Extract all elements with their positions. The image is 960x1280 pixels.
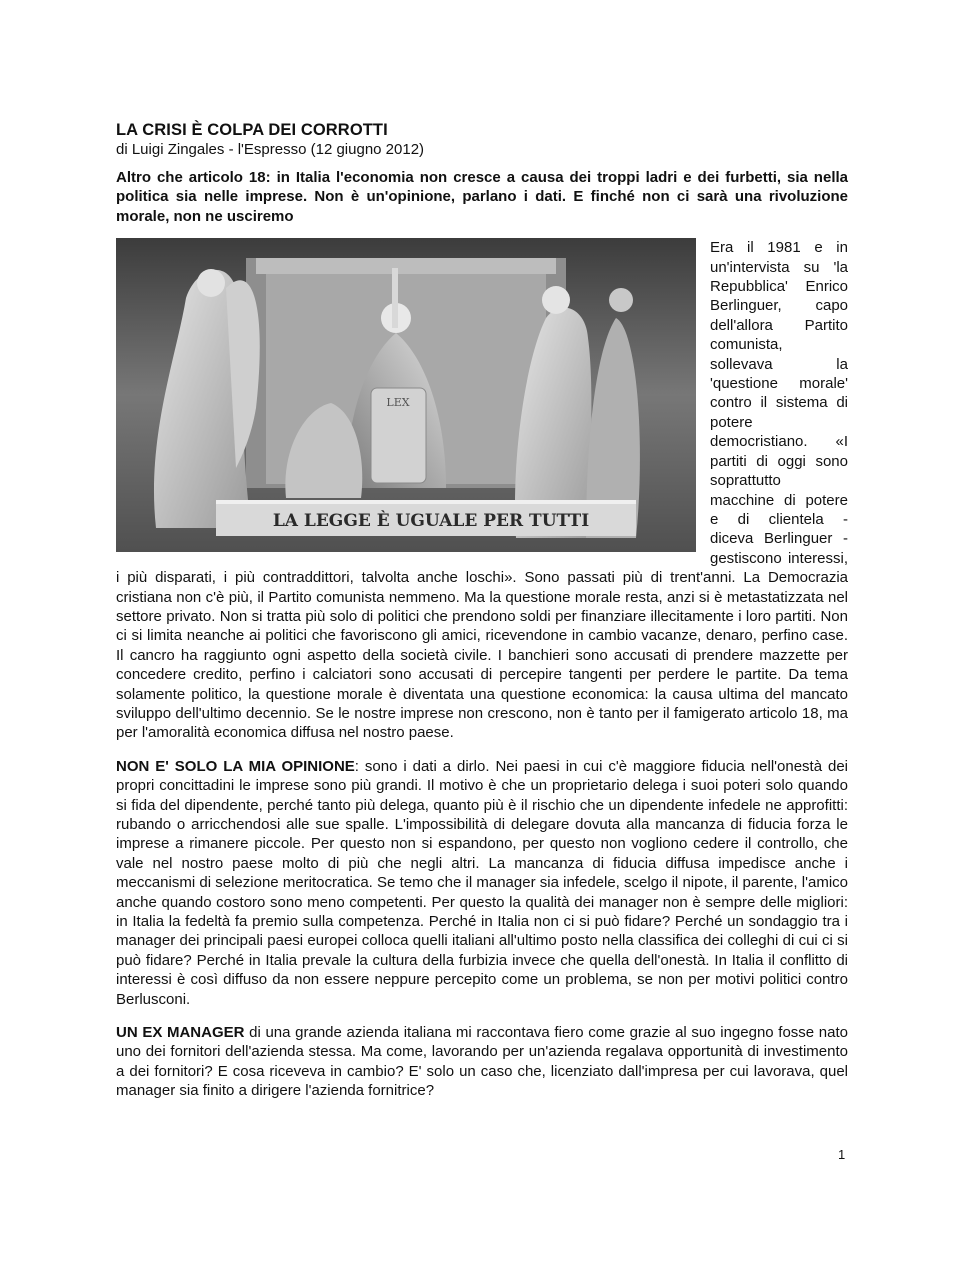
tablet-text: LEX bbox=[386, 396, 410, 410]
article-lead: Altro che articolo 18: in Italia l'economia non cresce a causa dei troppi ladri e dei furbetti, sia nella politica sia nelle imprese. Non è un'opinione, parlano i dati. E finché non ci sarà una rivoluzione morale, non ne usciremo bbox=[116, 169, 848, 225]
inscription-text: LA LEGGE È UGUALE PER TUTTI bbox=[272, 511, 590, 532]
paragraph-3-lead: UN EX MANAGER bbox=[116, 1024, 245, 1042]
paragraph-2 bbox=[116, 757, 848, 1009]
paragraph-2-lead: NON E' SOLO LA MIA OPINIONE bbox=[116, 757, 355, 775]
paragraph-1: Era il 1981 e in un'intervista su 'la Repubblica' Enrico Berlinguer, capo dell'allora Partito comunista, sollevava la 'questione morale' contro il sistema di potere democristiano. «I partiti di oggi sono soprattutto macchine di potere e di clientela - diceva Berlinguer - gestiscono interessi, i più disparati, i più contraddittori, talvolta anche loschi». Sono passati più di trent'anni. La Democrazia cristiana non c'è più, il Partito comunista nemmeno. Ma la questione morale resta, anzi si è metastatizzata nel settore privato. Non si tratta più solo di politici che prendono soldi per finanziare illecitamente i loro partiti. Non ci si limita neanche ai politici che favoriscono gli amici, ricevendone in cambio vacanze, denaro, perfino case. Il cancro ha raggiunto ogni aspetto della società civile. I banchieri sono accusati di prendere mazzette per concedere credito, perfino i calciatori sono accusati di percepire tangenti per perdere le partite. Da tema solamente politico, la questione morale è diventata una questione economica: la causa ultima del mancato sviluppo dell'ultimo decennio. Se le nostre imprese non crescono, non è tanto per il famigerato articolo 18, ma per l'amoralità economica diffusa nel nostro paese. bbox=[116, 239, 848, 742]
article-title: LA CRISI È COLPA DEI CORROTTI bbox=[116, 121, 388, 139]
paragraph-3 bbox=[116, 1023, 848, 1101]
sculpture-image bbox=[116, 238, 696, 552]
article bbox=[116, 120, 848, 1115]
page-number: 1 bbox=[838, 1147, 846, 1162]
paragraph-3-body: di una grande azienda italiana mi raccontava fiero come grazie al suo ingegno fosse nato uno dei fornitori dell'azienda stessa. Ma come, lavorando per un'azienda regalava opportunità di investimento a dei fornitori? E cosa riceveva in cambio? E' solo un caso che, licenziato dall'impresa per cui lavorava, quel manager sia finito a dirigere l'azienda fornitrice? bbox=[116, 1024, 848, 1100]
paragraph-2-body: : sono i dati a dirlo. Nei paesi in cui c'è maggiore fiducia nell'onestà dei propri concittadini le imprese sono più grandi. Il motivo è che un proprietario delega i suoi poteri solo quando si fida del dipendente, perché tanto più delega, quanto più è il rischio che un dipendente infedele ne approfitti: rubando o arricchendosi alle sue spalle. L'impossibilità di delegare dovuta alla mancanza di fiducia forza le imprese a rimanere piccole. Per questo non si espandono, per questo non vogliono cedere il controllo, che vale nel nostro paese molto di più che negli altri. La mancanza di fiducia diffusa impedisce anche i meccanismi di selezione meritocratica. Se temo che il manager sia infedele, scelgo il nipote, il parente, l'amico anche quando costoro sono meno competenti. Per questo la qualità dei manager non è sempre delle migliori: in Italia la fedeltà fa premio sulla competenza. Perché in Italia non ci si può fidare? Perché un sondaggio tra i manager dei principali paesi europei colloca quelli italiani all'ultimo posto nella classifica dei colleghi di cui ci si può fidare? Perché in Italia prevale la cultura della furbizia invece che quella dell'onestà. In Italia il conflitto di interessi è così diffuso da non essere neppure percepito come un problema, se non per motivi politici contro Berlusconi. bbox=[116, 757, 848, 1008]
article-byline: di Luigi Zingales - l'Espresso (12 giugno 2012) bbox=[116, 141, 425, 158]
